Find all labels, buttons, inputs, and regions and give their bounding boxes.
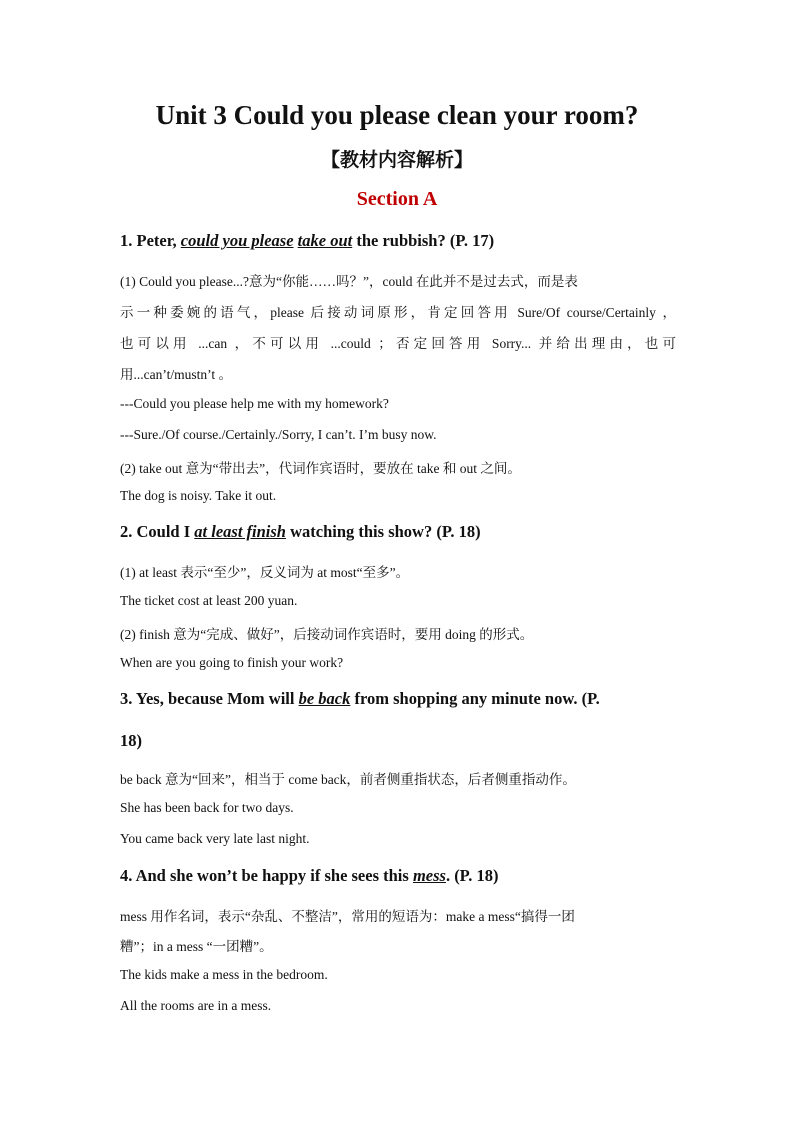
explanation-line: (2) take out 意为“带出去”，代词作宾语时，要放在 take 和 out 之间。	[120, 461, 521, 476]
item-heading-3: 3. Yes, because Mom will be back from shopping any minute now. (P.	[120, 689, 600, 708]
example-sentence: When are you going to finish your work?	[120, 655, 344, 670]
example-sentence: The kids make a mess in the bedroom.	[120, 967, 328, 982]
key-phrase: be back	[298, 689, 351, 708]
key-phrase: mess	[412, 866, 446, 885]
explanation-line: 也可以用 ...can ，不可以用 ...could ；否定回答用 Sorry... 并给出理由，也可	[120, 336, 676, 351]
item-heading-1: 1. Peter, could you please take out the rubbish? (P. 17)	[120, 231, 495, 250]
explanation-line: 示一种委婉的语气，please 后接动词原形，肯定回答用 Sure/Of course/Certainly ，	[120, 305, 676, 320]
item-heading-3-cont: 18)	[120, 731, 142, 750]
key-phrase: take out	[297, 231, 353, 250]
key-phrase: could you please	[180, 231, 294, 250]
example-sentence: ---Could you please help me with my homework?	[120, 396, 389, 411]
unit-title: Unit 3 Could you please clean your room?	[155, 100, 639, 130]
example-sentence: She has been back for two days.	[120, 800, 294, 815]
explanation-line: be back 意为“回来”，相当于 come back，前者侧重指状态，后者侧重指动作。	[120, 772, 576, 787]
example-sentence: All the rooms are in a mess.	[120, 998, 272, 1013]
explanation-line: 用...can’t/mustn’t 。	[120, 367, 232, 382]
explanation-line: (1) at least 表示“至少”，反义词为 at most“至多”。	[120, 565, 410, 580]
example-sentence: ---Sure./Of course./Certainly./Sorry, I can’t. I’m busy now.	[120, 427, 437, 442]
explanation-line: mess 用作名词，表示“杂乱、不整洁”，常用的短语为：make a mess“搞得一团	[120, 909, 575, 924]
explanation-line: (1) Could you please...?意为“你能……吗？”，could 在此并不是过去式，而是表	[120, 274, 578, 289]
key-phrase: at least finish	[194, 522, 286, 541]
subtitle: 【教材内容解析】	[320, 149, 473, 171]
example-sentence: The dog is noisy. Take it out.	[120, 488, 277, 503]
explanation-line: 糟”；in a mess “一团糟”。	[120, 939, 273, 954]
item-heading-4: 4. And she won’t be happy if she sees this mess. (P. 18)	[120, 866, 499, 885]
section-heading: Section A	[356, 188, 438, 210]
explanation-line: (2) finish 意为“完成、做好”，后接动词作宾语时，要用 doing 的形式。	[120, 627, 534, 642]
item-heading-2: 2. Could I at least finish watching this show? (P. 18)	[120, 522, 481, 541]
example-sentence: The ticket cost at least 200 yuan.	[120, 593, 298, 608]
example-sentence: You came back very late last night.	[120, 831, 310, 846]
